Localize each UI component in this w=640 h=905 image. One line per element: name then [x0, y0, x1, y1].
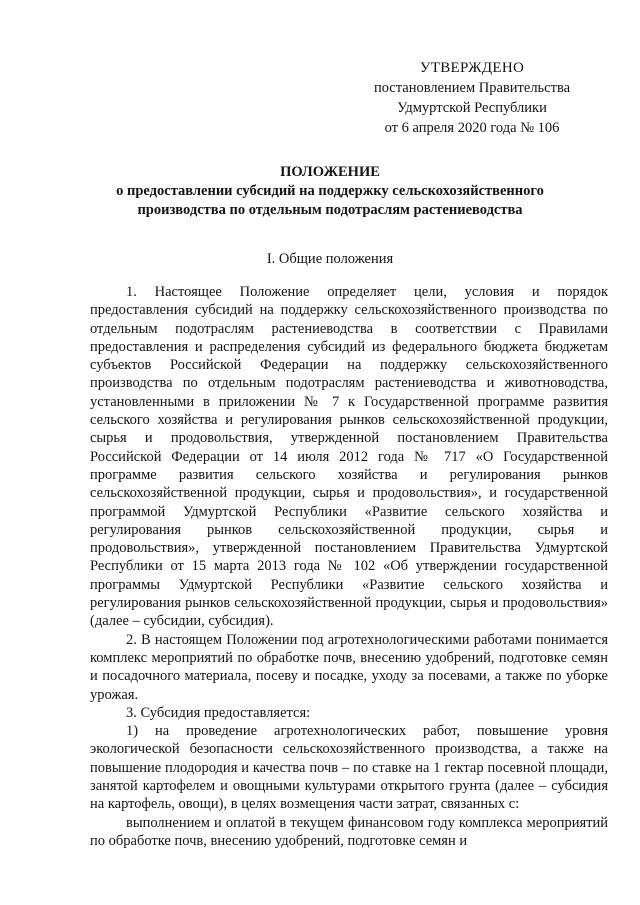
- document-title: [60, 163, 600, 220]
- paragraph-3: 3. Субсидия предоставляется:: [126, 704, 311, 721]
- document-body: [90, 283, 608, 850]
- paragraph-1: 1. Настоящее Положение определяет цели, условия и порядок предоставления субсидий на поддержку сельскохозяйственного производства по отдельным подотраслям растениеводства в соответствии с Правилами предоставления и распределения субсидий из федерального бюджета бюджетам субъектов Российской Федерации на поддержку сельскохозяйственного производства по отдельным подотраслям растениеводства и животноводства, установленными в приложении № 7 к Государственной программе развития сельского хозяйства и регулирования рынков сельскохозяйственной продукции, сырья и продовольствия, утвержденной постановлением Правительства Российской Федерации от 14 июля 2012 года № 717 «О Государственной программе развития сельского хозяйства и регулирования рынков сельскохозяйственной продукции, сырья и продовольствия», и государственной программой Удмуртской Республики «Развитие сельского хозяйства и регулирования рынков сельскохозяйственной продукции, сырья и продовольствия», утвержденной постановлением Правительства Удмуртской Республики от 15 марта 2013 года № 102 «Об утверждении государственной программы Удмуртской Республики «Развитие сельского хозяйства и регулирования рынков сельскохозяйственной продукции, сырья и продовольствия» (далее – субсидии, субсидия).: [90, 284, 608, 630]
- paragraph-3-item-1: 1) на проведение агротехнологических работ, повышение уровня экологической безопасности сельскохозяйственного производства, а также на повышение плодородия и качества почв – по ставке на 1 гектар посевной площади, занятой картофелем и овощными культурами открытого грунта (далее – субсидия на картофель, овощи), в целях возмещения части затрат, связанных с:: [90, 723, 608, 813]
- paragraph-2: 2. В настоящем Положении под агротехнологическими работами понимается комплекс мероприятий по обработке почв, внесению удобрений, подготовке семян и посадочного материала, посеву и посадке, уходу за посевами, а также по уборке урожая.: [90, 631, 608, 703]
- document-heading: ПОЛОЖЕНИЕ: [280, 164, 380, 180]
- approval-heading: УТВЕРЖДЕНО: [419, 60, 525, 76]
- document-subtitle-1: о предоставлении субсидий на поддержку сельскохозяйственного: [116, 183, 544, 199]
- document-subtitle-2: производства по отдельным подотраслям растениеводства: [137, 202, 523, 218]
- paragraph-3-item-1-continued: выполнением и оплатой в текущем финансовом году комплекса мероприятий по обработке почв, внесению удобрений, подготовке семян и: [90, 814, 608, 849]
- approval-stamp: [352, 58, 592, 138]
- approval-line-1: постановлением Правительства: [373, 80, 571, 96]
- section-title: I. Общие положения: [266, 251, 394, 267]
- approval-line-2: Удмуртской Республики: [397, 100, 547, 116]
- approval-line-3: от 6 апреля 2020 года № 106: [384, 120, 560, 136]
